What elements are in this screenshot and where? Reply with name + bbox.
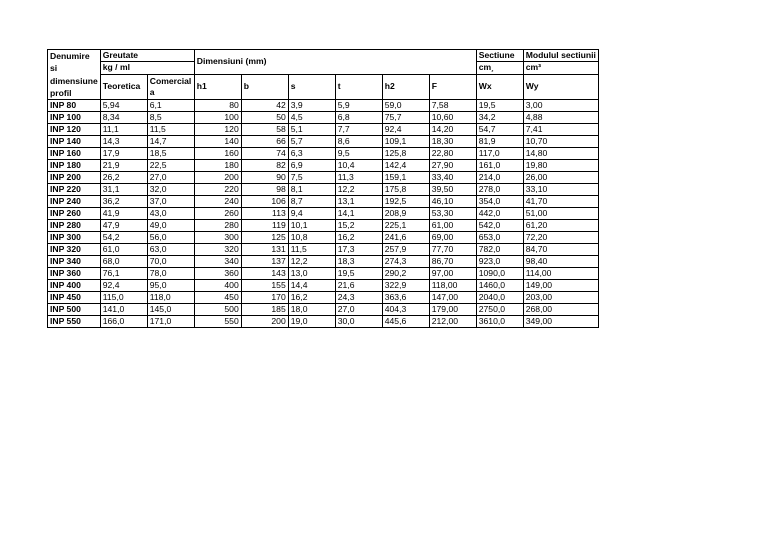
cell-dim-t: 24,3 xyxy=(335,292,382,304)
cell-dim-s: 13,0 xyxy=(288,268,335,280)
cell-sectiune-f: 212,00 xyxy=(429,316,476,328)
cell-modul-wy: 149,00 xyxy=(523,280,598,292)
cell-dim-t: 6,8 xyxy=(335,112,382,124)
cell-dim-h2: 125,8 xyxy=(382,148,429,160)
table-row xyxy=(48,136,599,148)
cell-greutate-teoretica: 68,0 xyxy=(100,256,147,268)
cell-modul-wx: 542,0 xyxy=(476,220,523,232)
cell-dim-h2: 363,6 xyxy=(382,292,429,304)
cell-dim-b: 66 xyxy=(241,136,288,148)
cell-profile-name: INP 140 xyxy=(48,136,101,148)
cell-greutate-teoretica: 76,1 xyxy=(100,268,147,280)
cell-profile-name: INP 550 xyxy=(48,316,101,328)
table-row xyxy=(48,208,599,220)
cell-dim-h1: 280 xyxy=(194,220,241,232)
cell-dim-b: 119 xyxy=(241,220,288,232)
cell-dim-h2: 404,3 xyxy=(382,304,429,316)
table-row xyxy=(48,100,599,112)
cell-profile-name: INP 280 xyxy=(48,220,101,232)
cell-dim-h1: 220 xyxy=(194,184,241,196)
cell-dim-b: 143 xyxy=(241,268,288,280)
cell-modul-wy: 72,20 xyxy=(523,232,598,244)
cell-dim-s: 18,0 xyxy=(288,304,335,316)
cell-dim-t: 21,6 xyxy=(335,280,382,292)
cell-dim-s: 9,4 xyxy=(288,208,335,220)
cell-modul-wx: 2750,0 xyxy=(476,304,523,316)
cell-sectiune-f: 22,80 xyxy=(429,148,476,160)
cell-profile-name: INP 320 xyxy=(48,244,101,256)
cell-modul-wx: 923,0 xyxy=(476,256,523,268)
cell-profile-name: INP 200 xyxy=(48,172,101,184)
cell-dim-b: 74 xyxy=(241,148,288,160)
cell-sectiune-f: 18,30 xyxy=(429,136,476,148)
cell-sectiune-f: 97,00 xyxy=(429,268,476,280)
table-row xyxy=(48,268,599,280)
cell-dim-s: 5,7 xyxy=(288,136,335,148)
cell-dim-s: 8,7 xyxy=(288,196,335,208)
header-modulul: Modulul sectiunii xyxy=(523,50,598,62)
cell-sectiune-f: 33,40 xyxy=(429,172,476,184)
cell-sectiune-f: 10,60 xyxy=(429,112,476,124)
cell-dim-h2: 92,4 xyxy=(382,124,429,136)
cell-dim-s: 12,2 xyxy=(288,256,335,268)
cell-profile-name: INP 260 xyxy=(48,208,101,220)
cell-dim-h2: 290,2 xyxy=(382,268,429,280)
cell-greutate-comerciala: 43,0 xyxy=(147,208,194,220)
cell-profile-name: INP 160 xyxy=(48,148,101,160)
cell-dim-h1: 360 xyxy=(194,268,241,280)
header-h2: h2 xyxy=(382,74,429,100)
cell-modul-wy: 114,00 xyxy=(523,268,598,280)
cell-dim-b: 137 xyxy=(241,256,288,268)
cell-dim-t: 10,4 xyxy=(335,160,382,172)
cell-greutate-teoretica: 141,0 xyxy=(100,304,147,316)
cell-dim-t: 12,2 xyxy=(335,184,382,196)
cell-profile-name: INP 220 xyxy=(48,184,101,196)
table-body xyxy=(48,100,599,328)
table-row xyxy=(48,232,599,244)
cell-greutate-teoretica: 5,94 xyxy=(100,100,147,112)
cell-greutate-teoretica: 26,2 xyxy=(100,172,147,184)
cell-sectiune-f: 69,00 xyxy=(429,232,476,244)
cell-dim-h1: 320 xyxy=(194,244,241,256)
cell-dim-b: 98 xyxy=(241,184,288,196)
cell-dim-h1: 450 xyxy=(194,292,241,304)
cell-greutate-teoretica: 41,9 xyxy=(100,208,147,220)
cell-sectiune-f: 61,00 xyxy=(429,220,476,232)
cell-dim-t: 17,3 xyxy=(335,244,382,256)
cell-sectiune-f: 118,00 xyxy=(429,280,476,292)
cell-dim-s: 6,3 xyxy=(288,148,335,160)
cell-modul-wx: 54,7 xyxy=(476,124,523,136)
cell-dim-b: 113 xyxy=(241,208,288,220)
cell-profile-name: INP 360 xyxy=(48,268,101,280)
cell-modul-wy: 10,70 xyxy=(523,136,598,148)
cell-dim-h1: 100 xyxy=(194,112,241,124)
table-row xyxy=(48,304,599,316)
cell-modul-wx: 1460,0 xyxy=(476,280,523,292)
cell-greutate-comerciala: 63,0 xyxy=(147,244,194,256)
cell-dim-h1: 180 xyxy=(194,160,241,172)
header-wx: Wx xyxy=(476,74,523,100)
table-row xyxy=(48,112,599,124)
cell-modul-wx: 81,9 xyxy=(476,136,523,148)
cell-dim-b: 131 xyxy=(241,244,288,256)
header-comerciala: Comerciala xyxy=(147,74,194,100)
cell-profile-name: INP 120 xyxy=(48,124,101,136)
table-row xyxy=(48,124,599,136)
cell-dim-t: 18,3 xyxy=(335,256,382,268)
cell-dim-s: 6,9 xyxy=(288,160,335,172)
cell-greutate-comerciala: 95,0 xyxy=(147,280,194,292)
cell-modul-wy: 19,80 xyxy=(523,160,598,172)
cell-greutate-comerciala: 11,5 xyxy=(147,124,194,136)
cell-dim-s: 11,5 xyxy=(288,244,335,256)
header-dimensiuni: Dimensiuni (mm) xyxy=(194,50,476,75)
cell-dim-s: 19,0 xyxy=(288,316,335,328)
cell-modul-wy: 7,41 xyxy=(523,124,598,136)
cell-dim-t: 8,6 xyxy=(335,136,382,148)
cell-dim-t: 13,1 xyxy=(335,196,382,208)
cell-dim-h1: 260 xyxy=(194,208,241,220)
cell-modul-wy: 84,70 xyxy=(523,244,598,256)
header-greutate-unit: kg / ml xyxy=(100,62,194,74)
cell-dim-h2: 175,8 xyxy=(382,184,429,196)
cell-dim-b: 185 xyxy=(241,304,288,316)
cell-greutate-comerciala: 8,5 xyxy=(147,112,194,124)
cell-greutate-teoretica: 17,9 xyxy=(100,148,147,160)
cell-dim-h1: 550 xyxy=(194,316,241,328)
cell-dim-h2: 75,7 xyxy=(382,112,429,124)
cell-modul-wy: 203,00 xyxy=(523,292,598,304)
cell-greutate-comerciala: 32,0 xyxy=(147,184,194,196)
cell-profile-name: INP 100 xyxy=(48,112,101,124)
cell-sectiune-f: 27,90 xyxy=(429,160,476,172)
table-row xyxy=(48,244,599,256)
cell-sectiune-f: 179,00 xyxy=(429,304,476,316)
header-denumire: Denumire si dimensiune profil xyxy=(48,50,101,100)
cell-greutate-comerciala: 145,0 xyxy=(147,304,194,316)
cell-modul-wy: 4,88 xyxy=(523,112,598,124)
cell-greutate-comerciala: 118,0 xyxy=(147,292,194,304)
cell-greutate-comerciala: 37,0 xyxy=(147,196,194,208)
table-row xyxy=(48,160,599,172)
cell-dim-h2: 445,6 xyxy=(382,316,429,328)
cell-modul-wx: 442,0 xyxy=(476,208,523,220)
cell-modul-wx: 3610,0 xyxy=(476,316,523,328)
table-row xyxy=(48,148,599,160)
table-row xyxy=(48,292,599,304)
cell-greutate-comerciala: 27,0 xyxy=(147,172,194,184)
cell-dim-h2: 142,4 xyxy=(382,160,429,172)
cell-dim-h1: 340 xyxy=(194,256,241,268)
inp-profile-table xyxy=(47,49,599,328)
cell-profile-name: INP 300 xyxy=(48,232,101,244)
table-row xyxy=(48,280,599,292)
cell-modul-wy: 41,70 xyxy=(523,196,598,208)
table-row xyxy=(48,220,599,232)
cell-greutate-teoretica: 92,4 xyxy=(100,280,147,292)
cell-dim-s: 3,9 xyxy=(288,100,335,112)
header-h1: h1 xyxy=(194,74,241,100)
cell-greutate-comerciala: 70,0 xyxy=(147,256,194,268)
cell-dim-b: 200 xyxy=(241,316,288,328)
cell-greutate-comerciala: 49,0 xyxy=(147,220,194,232)
table-row xyxy=(48,184,599,196)
cell-modul-wx: 1090,0 xyxy=(476,268,523,280)
cell-dim-s: 10,8 xyxy=(288,232,335,244)
cell-dim-h1: 500 xyxy=(194,304,241,316)
cell-dim-h1: 80 xyxy=(194,100,241,112)
cell-dim-t: 11,3 xyxy=(335,172,382,184)
cell-dim-h1: 240 xyxy=(194,196,241,208)
cell-dim-t: 15,2 xyxy=(335,220,382,232)
cell-greutate-comerciala: 171,0 xyxy=(147,316,194,328)
cell-dim-t: 7,7 xyxy=(335,124,382,136)
header-wy: Wy xyxy=(523,74,598,100)
cell-modul-wy: 51,00 xyxy=(523,208,598,220)
cell-greutate-teoretica: 14,3 xyxy=(100,136,147,148)
cell-greutate-teoretica: 115,0 xyxy=(100,292,147,304)
cell-dim-t: 14,1 xyxy=(335,208,382,220)
cell-dim-h1: 400 xyxy=(194,280,241,292)
cell-greutate-teoretica: 61,0 xyxy=(100,244,147,256)
header-t: t xyxy=(335,74,382,100)
cell-dim-h2: 208,9 xyxy=(382,208,429,220)
cell-dim-b: 42 xyxy=(241,100,288,112)
header-f: F xyxy=(429,74,476,100)
cell-modul-wx: 34,2 xyxy=(476,112,523,124)
cell-dim-h2: 59,0 xyxy=(382,100,429,112)
cell-dim-t: 19,5 xyxy=(335,268,382,280)
cell-modul-wx: 2040,0 xyxy=(476,292,523,304)
cell-profile-name: INP 450 xyxy=(48,292,101,304)
cell-dim-b: 58 xyxy=(241,124,288,136)
cell-sectiune-f: 147,00 xyxy=(429,292,476,304)
table-row xyxy=(48,256,599,268)
cell-greutate-teoretica: 166,0 xyxy=(100,316,147,328)
cell-dim-s: 5,1 xyxy=(288,124,335,136)
cell-sectiune-f: 14,20 xyxy=(429,124,476,136)
cell-dim-t: 30,0 xyxy=(335,316,382,328)
cell-modul-wy: 61,20 xyxy=(523,220,598,232)
table-row xyxy=(48,172,599,184)
cell-modul-wx: 117,0 xyxy=(476,148,523,160)
table-row xyxy=(48,196,599,208)
cell-dim-b: 106 xyxy=(241,196,288,208)
cell-profile-name: INP 240 xyxy=(48,196,101,208)
cell-dim-h2: 322,9 xyxy=(382,280,429,292)
cell-greutate-teoretica: 11,1 xyxy=(100,124,147,136)
cell-modul-wy: 98,40 xyxy=(523,256,598,268)
cell-dim-h1: 200 xyxy=(194,172,241,184)
cell-dim-b: 125 xyxy=(241,232,288,244)
cell-sectiune-f: 86,70 xyxy=(429,256,476,268)
cell-dim-t: 27,0 xyxy=(335,304,382,316)
cell-modul-wx: 278,0 xyxy=(476,184,523,196)
cell-modul-wx: 653,0 xyxy=(476,232,523,244)
cell-greutate-teoretica: 8,34 xyxy=(100,112,147,124)
cell-dim-h2: 225,1 xyxy=(382,220,429,232)
cell-dim-t: 5,9 xyxy=(335,100,382,112)
cell-dim-t: 9,5 xyxy=(335,148,382,160)
cell-modul-wy: 14,80 xyxy=(523,148,598,160)
cell-profile-name: INP 500 xyxy=(48,304,101,316)
cell-dim-h1: 120 xyxy=(194,124,241,136)
cell-dim-b: 82 xyxy=(241,160,288,172)
cell-dim-h2: 274,3 xyxy=(382,256,429,268)
cell-sectiune-f: 53,30 xyxy=(429,208,476,220)
cell-modul-wx: 161,0 xyxy=(476,160,523,172)
header-b: b xyxy=(241,74,288,100)
cell-dim-b: 155 xyxy=(241,280,288,292)
cell-greutate-teoretica: 47,9 xyxy=(100,220,147,232)
cell-dim-h2: 159,1 xyxy=(382,172,429,184)
header-s: s xyxy=(288,74,335,100)
cell-profile-name: INP 340 xyxy=(48,256,101,268)
header-modulul-unit: cm³ xyxy=(523,62,598,74)
cell-greutate-comerciala: 18,5 xyxy=(147,148,194,160)
cell-sectiune-f: 7,58 xyxy=(429,100,476,112)
cell-modul-wx: 782,0 xyxy=(476,244,523,256)
cell-greutate-teoretica: 21,9 xyxy=(100,160,147,172)
cell-greutate-comerciala: 14,7 xyxy=(147,136,194,148)
cell-dim-b: 90 xyxy=(241,172,288,184)
header-sectiune-unit: cm¸ xyxy=(476,62,523,74)
cell-sectiune-f: 46,10 xyxy=(429,196,476,208)
cell-greutate-comerciala: 22,5 xyxy=(147,160,194,172)
cell-modul-wx: 354,0 xyxy=(476,196,523,208)
cell-dim-h2: 109,1 xyxy=(382,136,429,148)
cell-dim-s: 14,4 xyxy=(288,280,335,292)
cell-modul-wy: 26,00 xyxy=(523,172,598,184)
header-sectiune: Sectiune xyxy=(476,50,523,62)
cell-dim-t: 16,2 xyxy=(335,232,382,244)
cell-greutate-teoretica: 54,2 xyxy=(100,232,147,244)
cell-dim-s: 10,1 xyxy=(288,220,335,232)
cell-dim-h2: 257,9 xyxy=(382,244,429,256)
cell-modul-wy: 33,10 xyxy=(523,184,598,196)
cell-dim-h1: 140 xyxy=(194,136,241,148)
cell-modul-wy: 268,00 xyxy=(523,304,598,316)
cell-modul-wy: 349,00 xyxy=(523,316,598,328)
cell-sectiune-f: 77,70 xyxy=(429,244,476,256)
cell-dim-b: 50 xyxy=(241,112,288,124)
cell-greutate-comerciala: 56,0 xyxy=(147,232,194,244)
cell-dim-h1: 160 xyxy=(194,148,241,160)
table-row xyxy=(48,316,599,328)
cell-dim-b: 170 xyxy=(241,292,288,304)
cell-dim-h2: 241,6 xyxy=(382,232,429,244)
cell-profile-name: INP 180 xyxy=(48,160,101,172)
header-greutate: Greutate xyxy=(100,50,194,62)
cell-profile-name: INP 400 xyxy=(48,280,101,292)
cell-greutate-comerciala: 78,0 xyxy=(147,268,194,280)
cell-dim-s: 4,5 xyxy=(288,112,335,124)
cell-modul-wy: 3,00 xyxy=(523,100,598,112)
header-teoretica: Teoretica xyxy=(100,74,147,100)
cell-sectiune-f: 39,50 xyxy=(429,184,476,196)
cell-dim-s: 16,2 xyxy=(288,292,335,304)
cell-dim-s: 7,5 xyxy=(288,172,335,184)
cell-greutate-comerciala: 6,1 xyxy=(147,100,194,112)
cell-greutate-teoretica: 36,2 xyxy=(100,196,147,208)
cell-dim-h2: 192,5 xyxy=(382,196,429,208)
cell-dim-h1: 300 xyxy=(194,232,241,244)
cell-modul-wx: 214,0 xyxy=(476,172,523,184)
cell-dim-s: 8,1 xyxy=(288,184,335,196)
cell-profile-name: INP 80 xyxy=(48,100,101,112)
cell-greutate-teoretica: 31,1 xyxy=(100,184,147,196)
cell-modul-wx: 19,5 xyxy=(476,100,523,112)
